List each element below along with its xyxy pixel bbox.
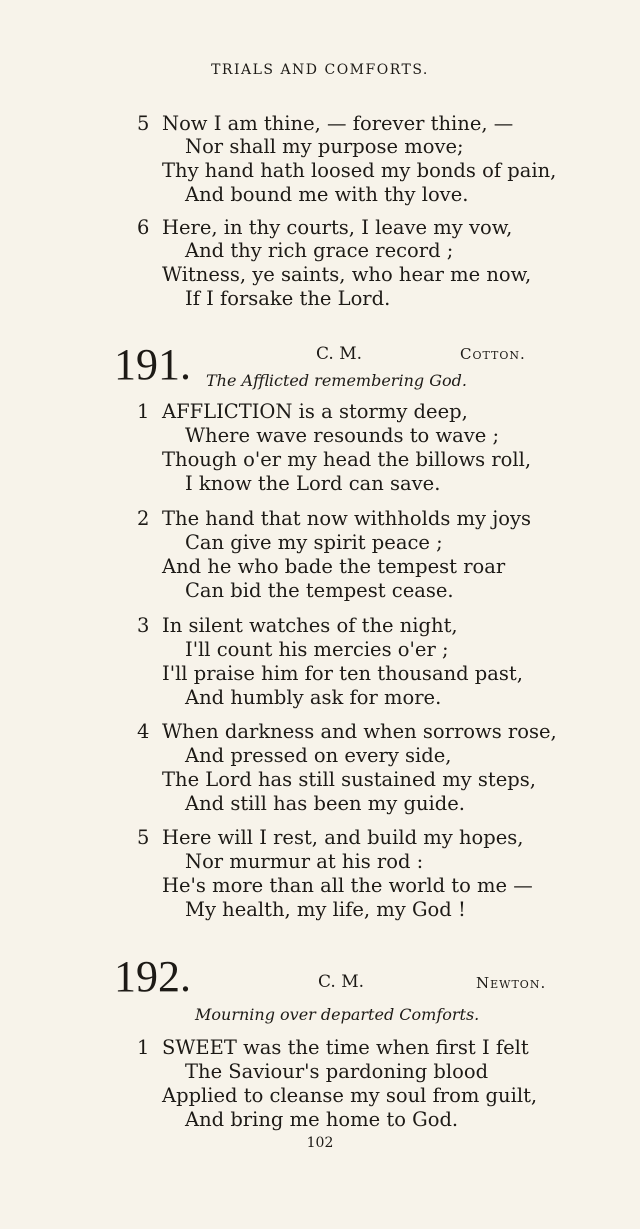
verse-line: And humbly ask for more. xyxy=(185,686,442,709)
verse-line: And bound me with thy love. xyxy=(185,183,469,206)
hymn-meter-192: C. M. xyxy=(318,972,365,992)
verse-line: And thy rich grace record ; xyxy=(185,239,454,262)
running-head: TRIALS AND COMFORTS. xyxy=(211,62,429,78)
verse-line: If I forsake the Lord. xyxy=(185,287,391,310)
verse-line: The Lord has still sustained my steps, xyxy=(162,768,536,791)
verse-line: And still has been my guide. xyxy=(185,792,465,815)
verse-line: In silent watches of the night, xyxy=(162,614,458,637)
verse-line: Can give my spirit peace ; xyxy=(185,531,443,554)
verse-line: Nor shall my purpose move; xyxy=(185,135,464,158)
verse-line: Where wave resounds to wave ; xyxy=(185,424,500,447)
verse-line: When darkness and when sorrows rose, xyxy=(162,720,557,743)
verse-number: 1 xyxy=(137,400,150,423)
hymn-subtitle-191: The Afflicted remembering God. xyxy=(206,371,467,390)
verse-number: 4 xyxy=(137,720,150,743)
verse-line: And pressed on every side, xyxy=(185,744,452,767)
hymn-tune-191: Cotton. xyxy=(460,345,526,363)
page-number: 102 xyxy=(306,1135,334,1151)
verse-number: 1 xyxy=(137,1036,150,1059)
verse-line: He's more than all the world to me — xyxy=(162,874,533,897)
verse-line: Can bid the tempest cease. xyxy=(185,579,454,602)
hymn-number-191: 191. xyxy=(114,340,191,389)
verse-line: Applied to cleanse my soul from guilt, xyxy=(162,1084,538,1107)
verse-line: I'll praise him for ten thousand past, xyxy=(162,662,523,685)
hymn-subtitle-192: Mourning over departed Comforts. xyxy=(195,1005,480,1024)
verse-line: Now I am thine, — forever thine, — xyxy=(162,112,514,135)
hymn-number-192: 192. xyxy=(114,952,191,1001)
verse-line: And bring me home to God. xyxy=(185,1108,459,1131)
verse-line: Thy hand hath loosed my bonds of pain, xyxy=(162,159,557,182)
verse-number: 2 xyxy=(137,507,150,530)
verse-line: Nor murmur at his rod : xyxy=(185,850,424,873)
verse-line: I'll count his mercies o'er ; xyxy=(185,638,449,661)
hymn-meter-191: C. M. xyxy=(316,344,363,364)
verse-number: 5 xyxy=(137,112,150,135)
verse-number: 6 xyxy=(137,216,150,239)
verse-line: AFFLICTION is a stormy deep, xyxy=(162,400,468,423)
hymn-tune-192: Newton. xyxy=(476,974,547,992)
verse-line: Though o'er my head the billows roll, xyxy=(162,448,532,471)
verse-line: Witness, ye saints, who hear me now, xyxy=(162,263,532,286)
verse-number: 3 xyxy=(137,614,150,637)
verse-line: I know the Lord can save. xyxy=(185,472,441,495)
verse-number: 5 xyxy=(137,826,150,849)
verse-line: Here will I rest, and build my hopes, xyxy=(162,826,524,849)
verse-line: SWEET was the time when first I felt xyxy=(162,1036,529,1059)
verse-line: And he who bade the tempest roar xyxy=(162,555,506,578)
verse-line: The hand that now withholds my joys xyxy=(162,507,532,530)
verse-line: Here, in thy courts, I leave my vow, xyxy=(162,216,513,239)
verse-line: My health, my life, my God ! xyxy=(185,898,466,921)
verse-line: The Saviour's pardoning blood xyxy=(185,1060,489,1083)
